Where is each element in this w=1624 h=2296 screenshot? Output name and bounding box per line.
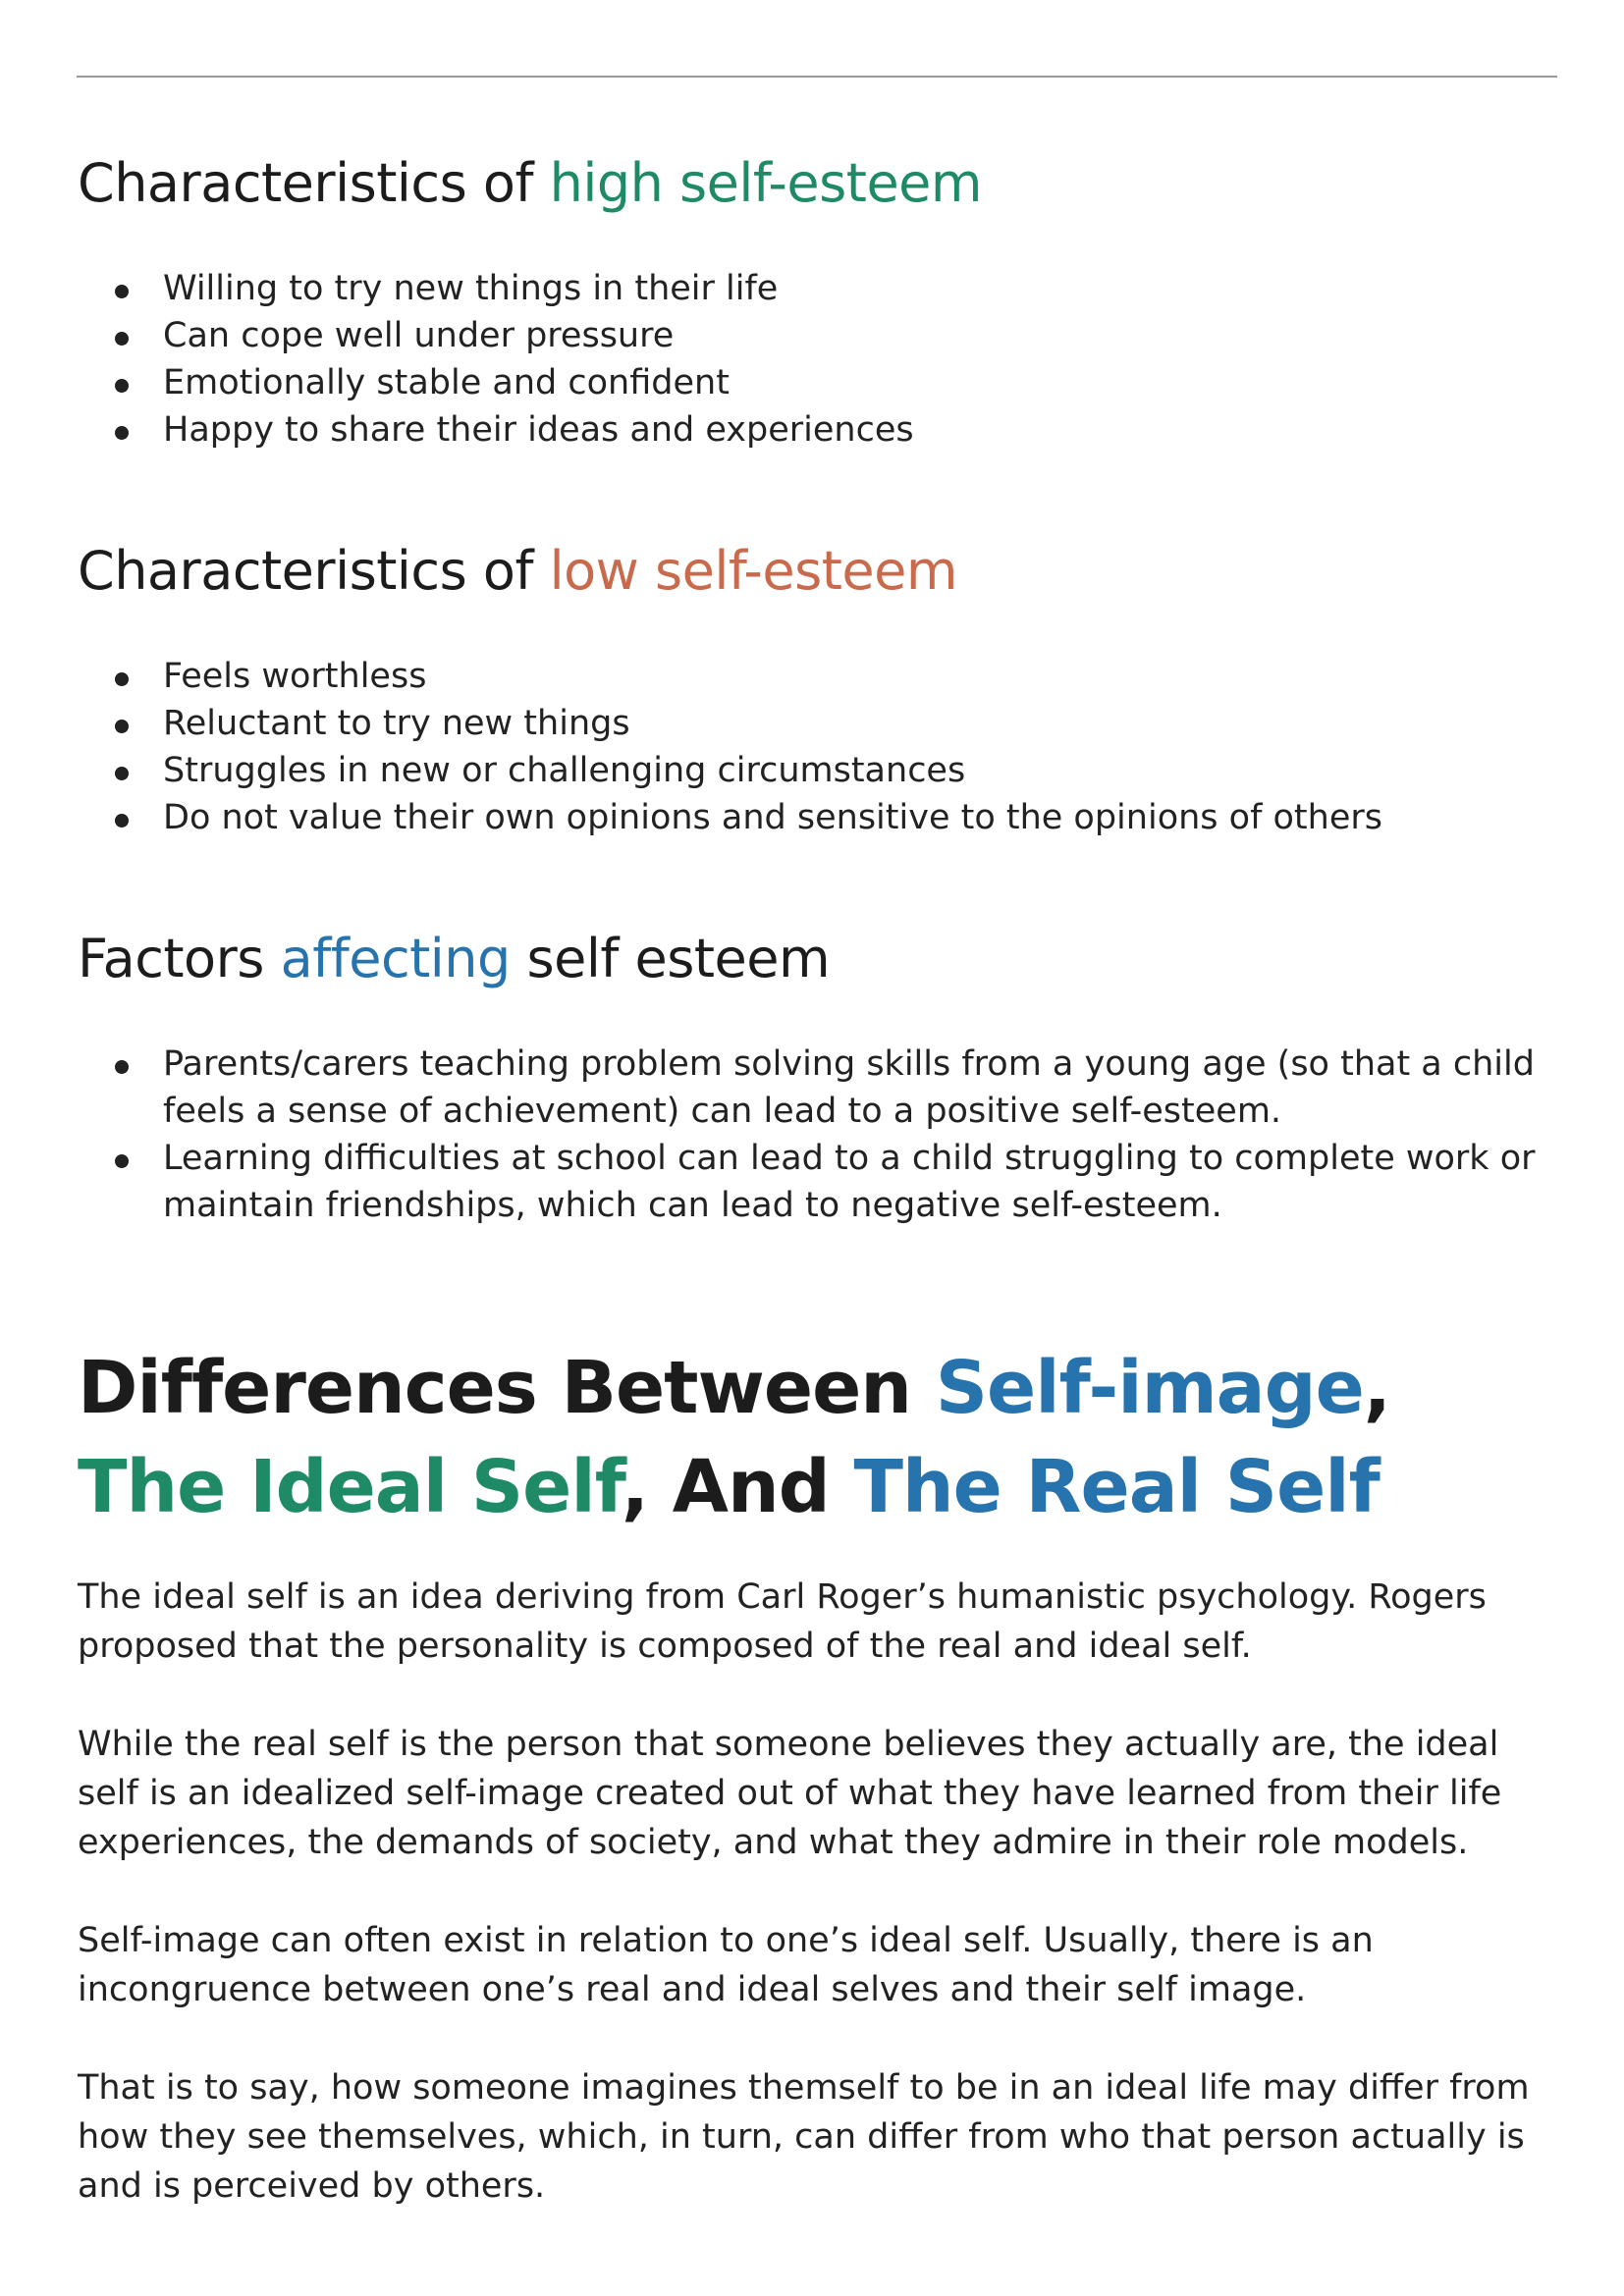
factors-list: [115, 1041, 1577, 1229]
low-self-esteem-list: [115, 653, 1382, 841]
list-item: Parents/carers teaching problem solving skills from a young age (so that a child feels a sense of achievement) can lead to a positive self-esteem.: [115, 1041, 1577, 1135]
high-self-esteem-heading: Characteristics of high self-esteem: [78, 152, 982, 214]
factors-heading: Factors affecting self esteem: [78, 928, 831, 989]
top-divider: [77, 76, 1557, 78]
list-item: Happy to share their ideas and experiences: [115, 406, 914, 454]
low-self-esteem-highlight: low self-esteem: [549, 540, 957, 602]
list-item: Can cope well under pressure: [115, 312, 914, 359]
list-item: Emotionally stable and confident: [115, 359, 914, 406]
self-image-highlight: Self-image: [935, 1346, 1364, 1430]
ideal-self-highlight: The Ideal Self: [78, 1445, 622, 1529]
bullet-dot: [115, 814, 129, 828]
bullet-dot: [115, 379, 129, 393]
list-item: Learning difficulties at school can lead to a child struggling to complete work or maintain friendships, which can lead to negative self-esteem.: [115, 1135, 1577, 1229]
bullet-dot: [115, 1154, 129, 1168]
list-item: Feels worthless: [115, 653, 1382, 700]
factors-highlight: affecting: [280, 928, 511, 989]
high-self-esteem-list: [115, 265, 914, 454]
paragraph: While the real self is the person that someone believes they actually are, the ideal self is an idealized self-image created out of what they have learned from their life experiences, the demands of society, and what they admire in their role models.: [78, 1725, 1502, 1862]
real-self-highlight: The Real Self: [853, 1445, 1380, 1529]
bullet-dot: [115, 426, 129, 440]
differences-heading-line2: The Ideal Self, And The Real Self: [78, 1445, 1380, 1529]
high-self-esteem-highlight: high self-esteem: [549, 152, 982, 214]
paragraph: That is to say, how someone imagines themself to be in an ideal life may differ from how they see themselves, which, in turn, can differ from who that person actually is and is perceived by others.: [78, 2068, 1530, 2206]
list-item: Willing to try new things in their life: [115, 265, 914, 312]
low-self-esteem-heading: Characteristics of low self-esteem: [78, 540, 957, 602]
differences-heading-line1: Differences Between Self-image,: [78, 1346, 1390, 1430]
bullet-dot: [115, 332, 129, 346]
bullet-dot: [115, 672, 129, 686]
bullet-dot: [115, 1060, 129, 1074]
list-item: Struggles in new or challenging circumstances: [115, 747, 1382, 794]
list-item: Reluctant to try new things: [115, 700, 1382, 747]
bullet-dot: [115, 767, 129, 780]
paragraph: The ideal self is an idea deriving from Carl Roger’s humanistic psychology. Rogers proposed that the personality is composed of the real and ideal self.: [78, 1577, 1487, 1666]
paragraph: Self-image can often exist in relation to one’s ideal self. Usually, there is an incongruence between one’s real and ideal selves and their self image.: [78, 1921, 1374, 2009]
bullet-dot: [115, 285, 129, 298]
bullet-dot: [115, 720, 129, 733]
list-item: Do not value their own opinions and sensitive to the opinions of others: [115, 794, 1382, 841]
